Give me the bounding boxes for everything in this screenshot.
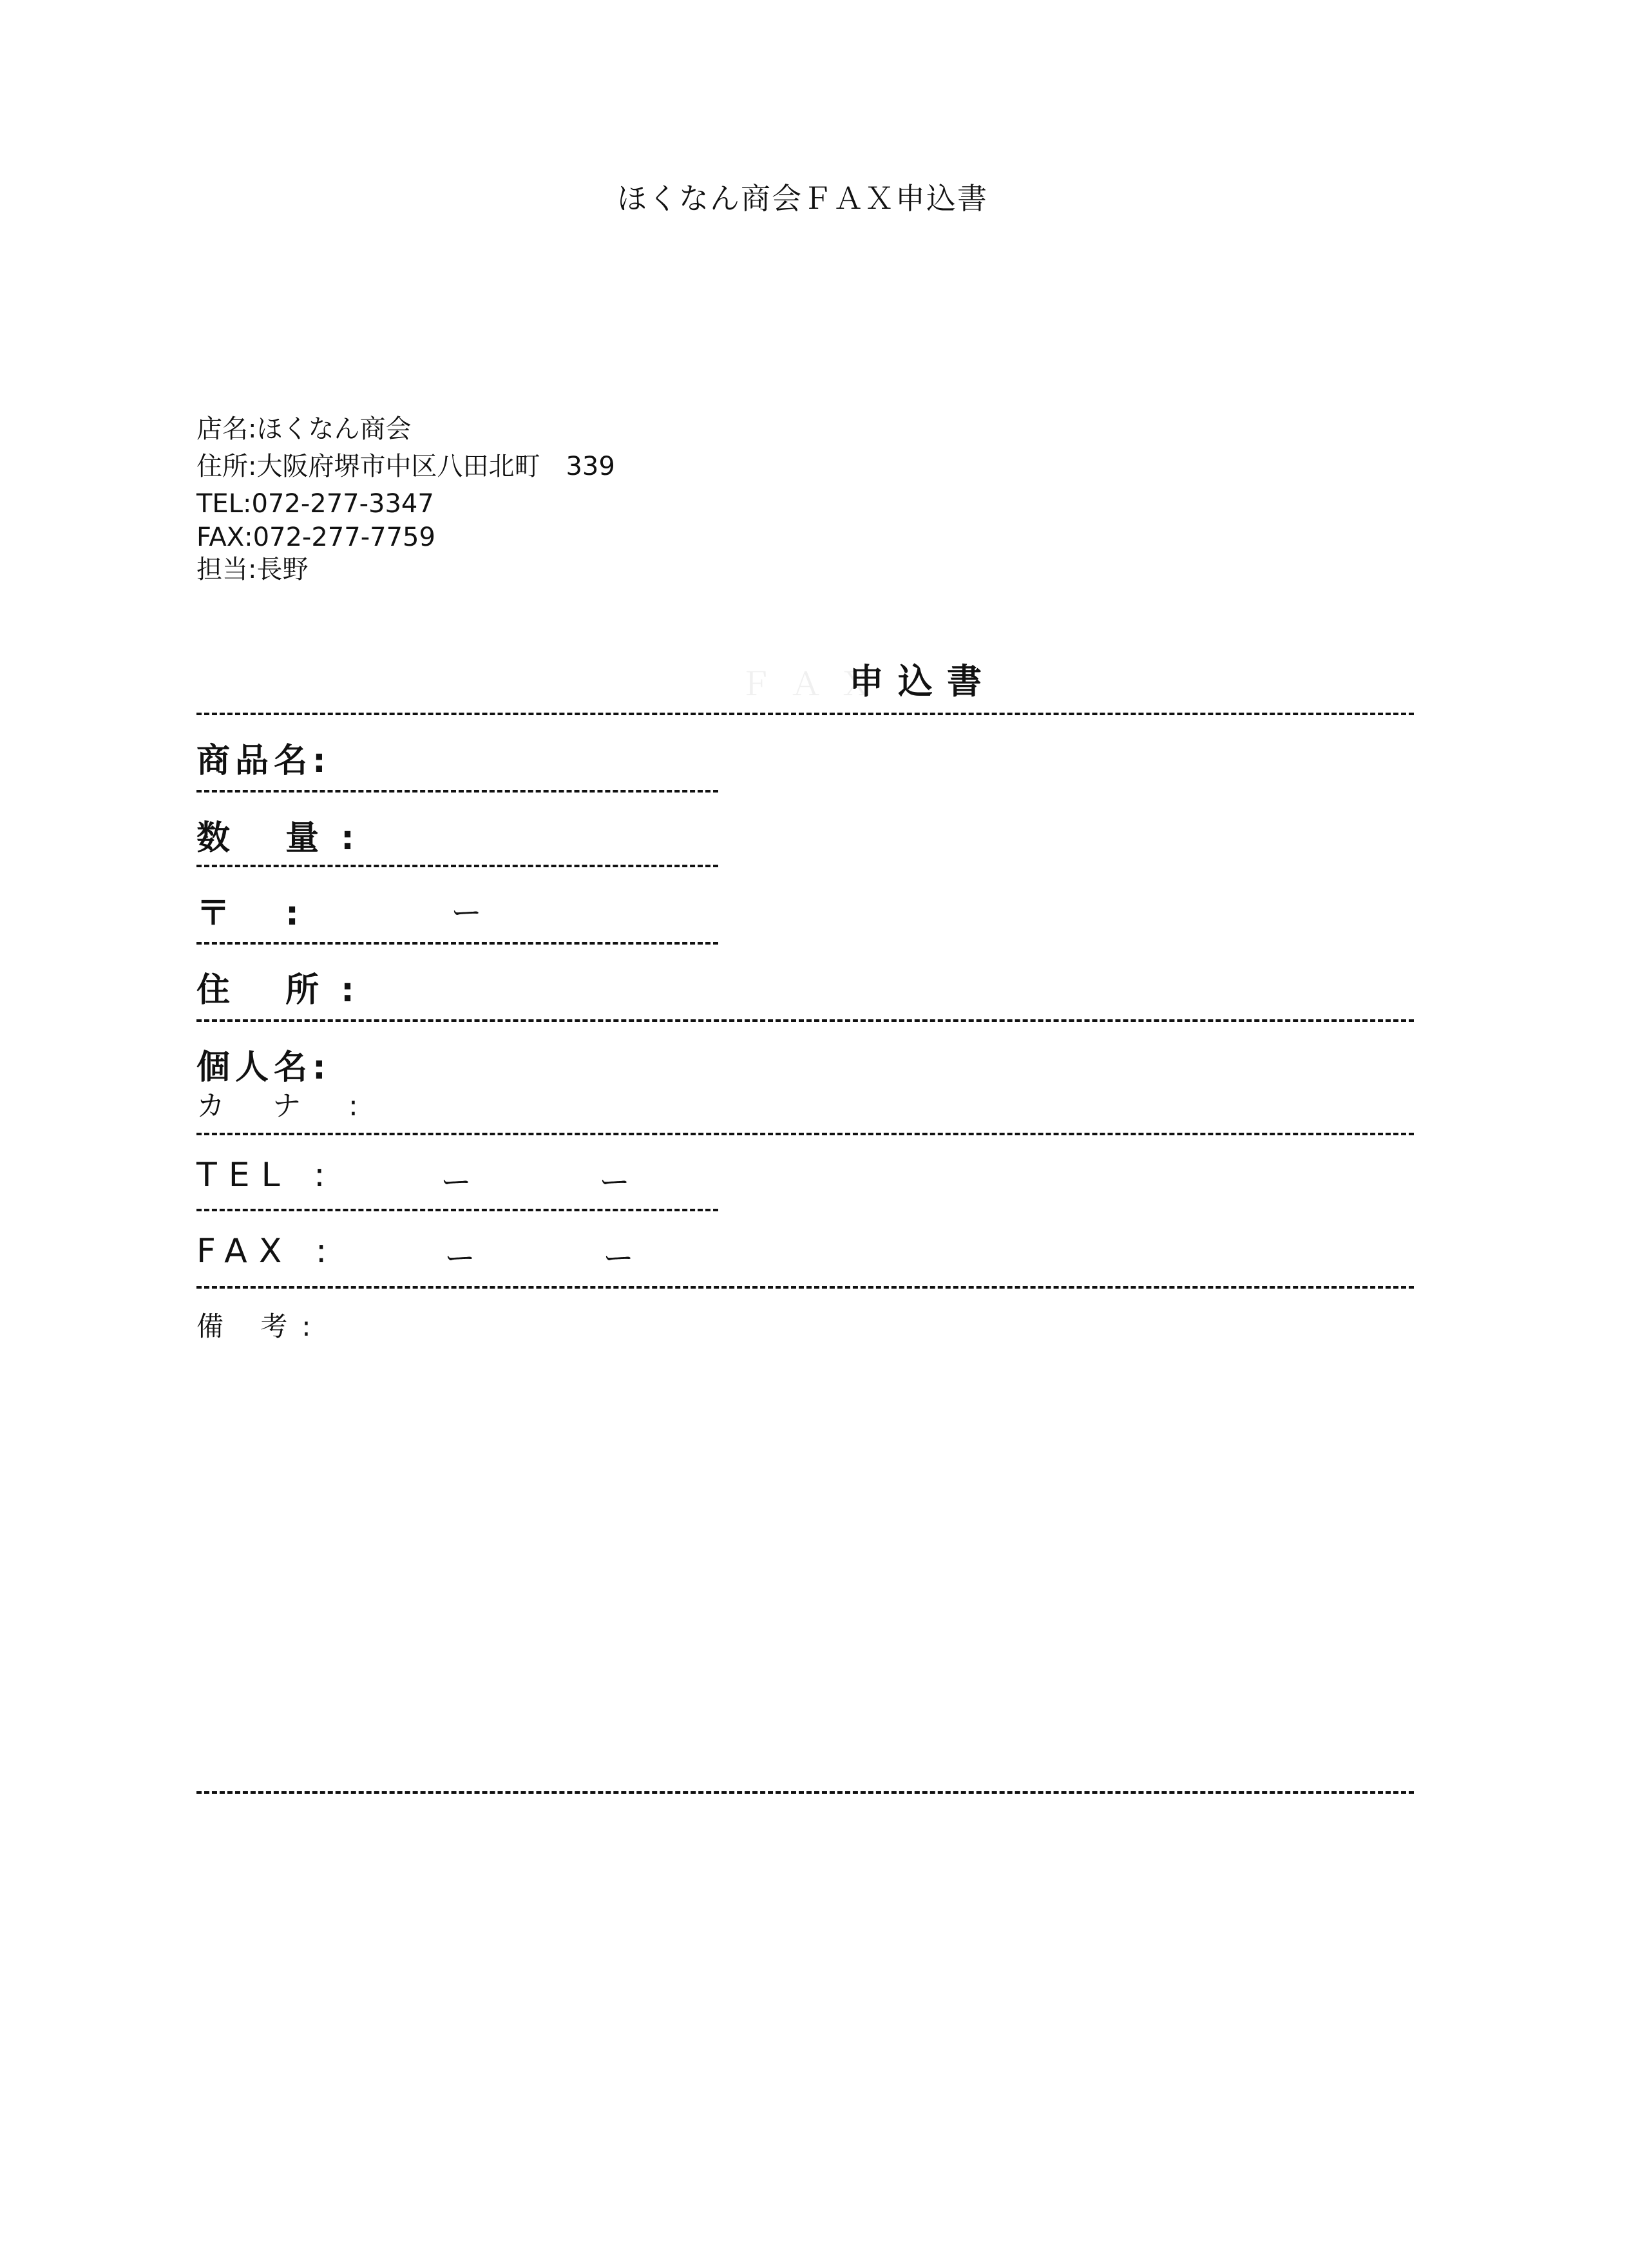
document-title: ほくなん商会ＦＡＸ申込書 (617, 181, 988, 216)
divider-line (196, 1209, 718, 1211)
fax-separator: ー (603, 1240, 634, 1276)
postal-code-label: 〒 : (196, 894, 321, 933)
tel-label: TEL : (196, 1156, 337, 1195)
shop-address: 住所:大阪府堺市中区八田北町 339 (196, 452, 615, 481)
tel-separator: ー (599, 1164, 631, 1200)
divider-line (196, 865, 718, 867)
fax-label: FAX : (196, 1232, 339, 1271)
tel-separator: ー (441, 1164, 472, 1200)
shop-tel: TEL:072-277-3347 (196, 489, 434, 519)
divider-line (196, 790, 718, 793)
remarks-label: 備 考: (196, 1311, 325, 1342)
divider-line (196, 1286, 1414, 1289)
kana-label: カ ナ : (196, 1090, 377, 1122)
address-label: 住 所: (196, 971, 376, 1010)
quantity-label: 数 量: (196, 819, 376, 858)
shop-fax: FAX:072-277-7759 (196, 523, 435, 552)
divider-line (196, 942, 718, 945)
product-name-label: 商品名: (196, 742, 331, 780)
bottom-divider-line (196, 1791, 1414, 1794)
postal-separator: ー (451, 895, 482, 931)
shop-name: 店名:ほくなん商会 (196, 414, 412, 444)
fax-separator: ー (444, 1240, 476, 1276)
personal-name-label: 個人名: (196, 1048, 331, 1087)
divider-line (196, 1019, 1414, 1022)
divider-line (196, 713, 1414, 715)
faded-heading-text: ＦＡＸ (739, 666, 890, 703)
shop-contact: 担当:長野 (196, 555, 309, 584)
form-heading: 申込書 (849, 661, 996, 702)
divider-line (196, 1133, 1414, 1135)
